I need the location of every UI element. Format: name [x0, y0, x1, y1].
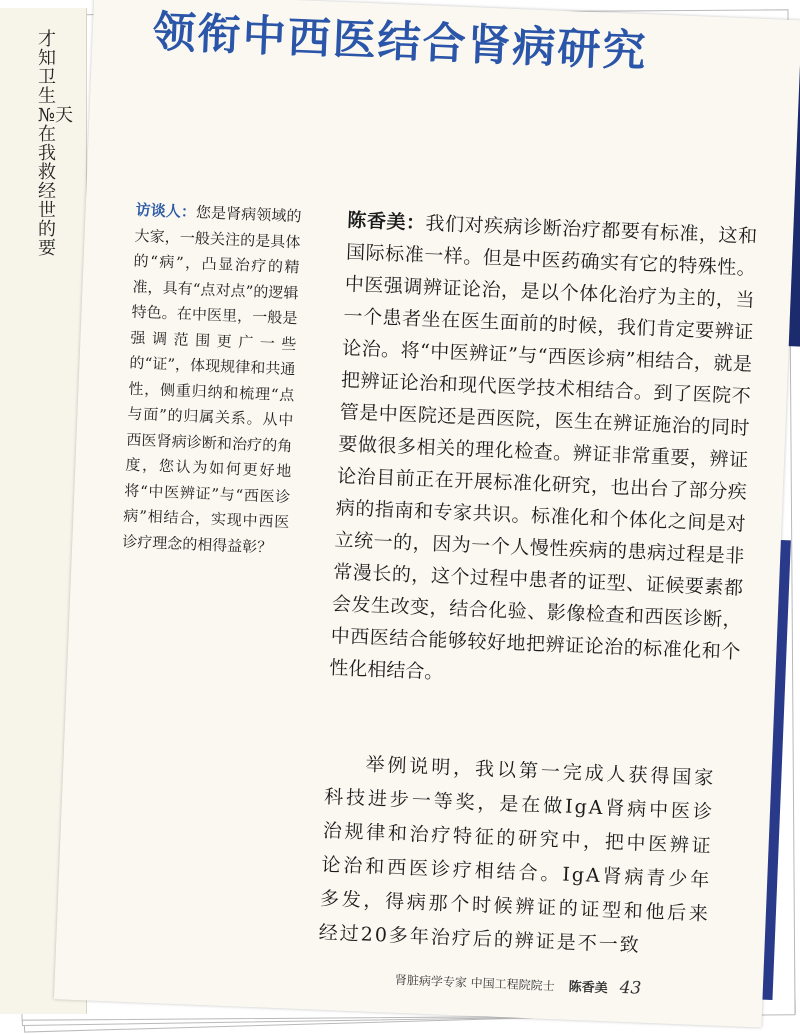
interviewer-question — [122, 198, 302, 561]
article-page — [54, 0, 800, 1028]
page-edge-band — [789, 16, 800, 346]
example-paragraph: 举例说明，我以第一完成人获得国家科技进步一等奖，是在做IgA肾病中医诊治规律和治疗特征的研究中，把中医辨证论治和西医诊疗相结合。IgA肾病青少年多发，得病那个时候辨证的证型和他后来经过20多年治疗后的辨证是不一致 — [318, 753, 716, 957]
interviewer-label: 访谈人： — [135, 200, 197, 222]
interviewer-question-text: 您是肾病领域的大家，一般关注的是具体的“病”，凸显治疗的精准，具有“点对点”的逻辑特色。在中医里，一般是强调范围更广一些的“证”，体现规律和共通性，侧重归纳和梳理“点与面”的归属关系。从中西医肾病诊断和治疗的角度，您认为如何更好地将“中医辨证”与“西医诊病”相结合，实现中西医诊疗理念的相得益彰？ — [121, 203, 302, 557]
interviewee-answer-text: 我们对疾病诊断治疗都要有标准，这和国际标准一样。但是中医药确实有它的特殊性。中医强调辨证论治，是以个体化治疗为主的，当一个患者坐在医生面前的时候，我们肯定要辨证论治。将“中医辨证”与“西医诊病”相结合，就是把辨证论治和现代医学技术相结合。到了医院不管是中医院还是西医院，医生在辨证施治的同时要做很多相关的理化检查。辨证非常重要，辨证论治目前正在开展标准化研究，也出台了部分疾病的指南和专家共识。标准化和个体化之间是对立统一的，因为一个人慢性疾病的患病过程是非常漫长的，这个过程中患者的证型、证候要素都会发生改变，结合化验、影像检查和西医诊断，中西医结合能够较好地把辨证论治的标准化和个性化相结合。 — [328, 212, 758, 684]
footer-name: 陈香美 — [568, 979, 608, 997]
interviewee-answer — [329, 204, 758, 700]
article-headline: 领衔中西医结合肾病研究 — [151, 7, 649, 78]
interviewee-label: 陈香美： — [346, 209, 426, 235]
previous-page-vertical-text: 才知卫生№天在我救经世的要 — [38, 29, 74, 259]
page-number: 43 — [619, 977, 642, 999]
page-footer — [395, 969, 642, 999]
footer-caption: 肾脏病学专家 中国工程院院士 — [394, 972, 555, 994]
